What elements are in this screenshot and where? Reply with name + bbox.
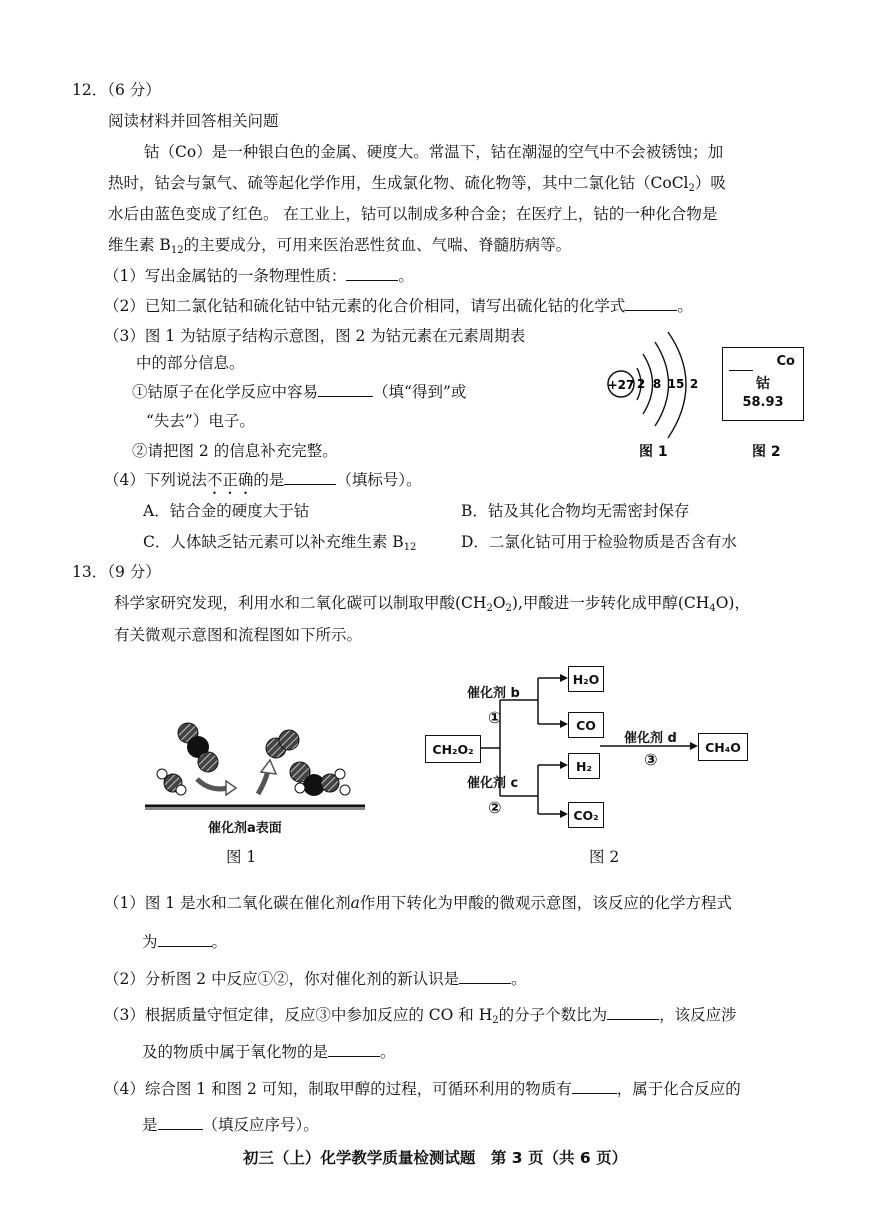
- atom-nucleus-charge: +27: [607, 378, 635, 392]
- label-catalyst-d: 催化剂 d: [624, 731, 677, 746]
- label-reaction-3: ③: [644, 750, 658, 769]
- q12-sub3-q1: ①钴原子在化学反应中容易 （填“得到”或: [132, 383, 467, 401]
- option-b: B．钴及其化合物均无需密封保存: [461, 502, 690, 520]
- q13-sub1-line1: （1）图 1 是水和二氧化碳在催化剂a作用下转化为甲酸的微观示意图，该反应的化学方程式: [104, 894, 732, 912]
- q13-para-line2: 有关微观示意图和流程图如下所示。: [114, 626, 363, 644]
- q12-sub3-line1: （3）图 1 为钴原子结构示意图，图 2 为钴元素在元素周期表: [104, 327, 526, 345]
- catalyst-surface-label: 催化剂a表面: [208, 821, 282, 836]
- element-symbol: Co: [776, 354, 795, 369]
- figure2-caption-q13: 图 2: [589, 848, 620, 866]
- answer-blank[interactable]: [284, 470, 336, 485]
- flow-box-co: CO: [568, 712, 604, 738]
- q12-sub1: （1）写出金属钴的一条物理性质： 。: [104, 267, 414, 285]
- flow-box-ch2o2: CH₂O₂: [425, 735, 481, 763]
- answer-blank[interactable]: [346, 266, 398, 281]
- label-catalyst-c: 催化剂 c: [467, 776, 519, 791]
- figure1-caption-q13: 图 1: [226, 848, 257, 866]
- answer-blank[interactable]: [328, 1042, 380, 1057]
- option-d: D．二氯化钴可用于检验物质是否含有水: [461, 533, 737, 551]
- q12-para-line4: 维生素 $B_{12}$的主要成分，可用来医治恶性贫血、气喘、脊髓肪病等。: [108, 236, 572, 256]
- q13-sub1-line2: 为 。: [142, 933, 228, 951]
- q13-header: 13．（9 分）: [72, 563, 161, 581]
- figure2-caption-q12: 图 2: [752, 444, 781, 460]
- q12-para-line1: 钴（Co）是一种银白色的金属、硬度大。常温下，钴在潮湿的空气中不会被锈蚀；加: [144, 143, 724, 161]
- shell-electron-count: 8: [652, 377, 662, 391]
- page-footer: 初三（上）化学教学质量检测试题 第 3 页（共 6 页）: [242, 1149, 628, 1167]
- q13-sub3-line2: 及的物质中属于氧化物的是 。: [142, 1043, 396, 1061]
- element-card: [722, 347, 804, 421]
- label-catalyst-b: 催化剂 b: [467, 686, 520, 701]
- label-reaction-2: ②: [488, 798, 502, 817]
- answer-blank[interactable]: [625, 296, 677, 311]
- option-c: C．人体缺乏钴元素可以补充维生素 $B_{12}$: [143, 533, 417, 553]
- q13-sub4-line2: 是 （填反应序号）。: [142, 1116, 319, 1134]
- q12-sub3-line2: 中的部分信息。: [136, 354, 245, 372]
- q12-sub2: （2）已知二氯化钴和硫化钴中钴元素的化合价相同，请写出硫化钴的化学式 。: [104, 297, 693, 315]
- shell-electron-count: 15: [667, 377, 685, 391]
- answer-blank[interactable]: [158, 932, 212, 947]
- q12-sub3-q1-cont: “失去”）电子。: [146, 412, 255, 430]
- answer-blank[interactable]: [607, 1005, 659, 1020]
- q12-para-line3: 水后由蓝色变成了红色。 在工业上，钴可以制成多种合金；在医疗上，钴的一种化合物是: [108, 205, 718, 223]
- q12-intro: 阅读材料并回答相关问题: [108, 112, 279, 130]
- flow-box-ch4o: CH₄O: [698, 733, 748, 761]
- atom-structure-diagram: [600, 330, 715, 445]
- flow-box-h2: H₂: [568, 753, 600, 779]
- shell-electron-count: 2: [636, 377, 646, 391]
- shell-electron-count: 2: [689, 377, 699, 391]
- flow-box-h2o: H₂O: [568, 666, 604, 692]
- q12-para-line2: 热时，钴会与氯气、硫等起化学作用，生成氯化物、硫化物等，其中二氯化钴（CoCl$_2$）吸: [108, 174, 726, 194]
- answer-blank[interactable]: [158, 1115, 203, 1130]
- answer-blank[interactable]: [459, 969, 511, 984]
- q12-header: 12．（6 分）: [72, 81, 161, 99]
- flow-box-co2: CO₂: [568, 802, 604, 828]
- element-name: 钴: [756, 376, 770, 392]
- q13-para-line1: 科学家研究发现，利用水和二氧化碳可以制取甲酸$(CH_2O_2)$,甲酸进一步转化成甲醇$(CH_4O)$，: [114, 594, 750, 614]
- q12-sub3-q2: ②请把图 2 的信息补充完整。: [132, 442, 338, 460]
- answer-blank[interactable]: [318, 382, 373, 397]
- q12-sub4: （4）下列说法不正确的是 （填标号）。: [104, 471, 422, 489]
- option-a: A．钴合金的硬度大于钴: [143, 502, 310, 520]
- q13-sub4-line1: （4）综合图 1 和图 2 可知，制取甲醇的过程，可循环利用的物质有 ，属于化合反应的: [104, 1080, 741, 1098]
- answer-blank[interactable]: [572, 1079, 617, 1094]
- label-reaction-1: ①: [488, 708, 502, 727]
- figure1-caption-q12: 图 1: [639, 444, 668, 460]
- q13-sub2: （2）分析图 2 中反应①②，你对催化剂的新认识是 。: [104, 970, 527, 988]
- atomic-number-blank[interactable]: [729, 370, 753, 371]
- microscopic-diagram: [140, 710, 370, 830]
- element-mass: 58.93: [742, 395, 784, 410]
- q13-sub3-line1: （3）根据质量守恒定律，反应③中参加反应的 CO 和 $H_2$的分子个数比为 ，该反应涉: [104, 1006, 737, 1026]
